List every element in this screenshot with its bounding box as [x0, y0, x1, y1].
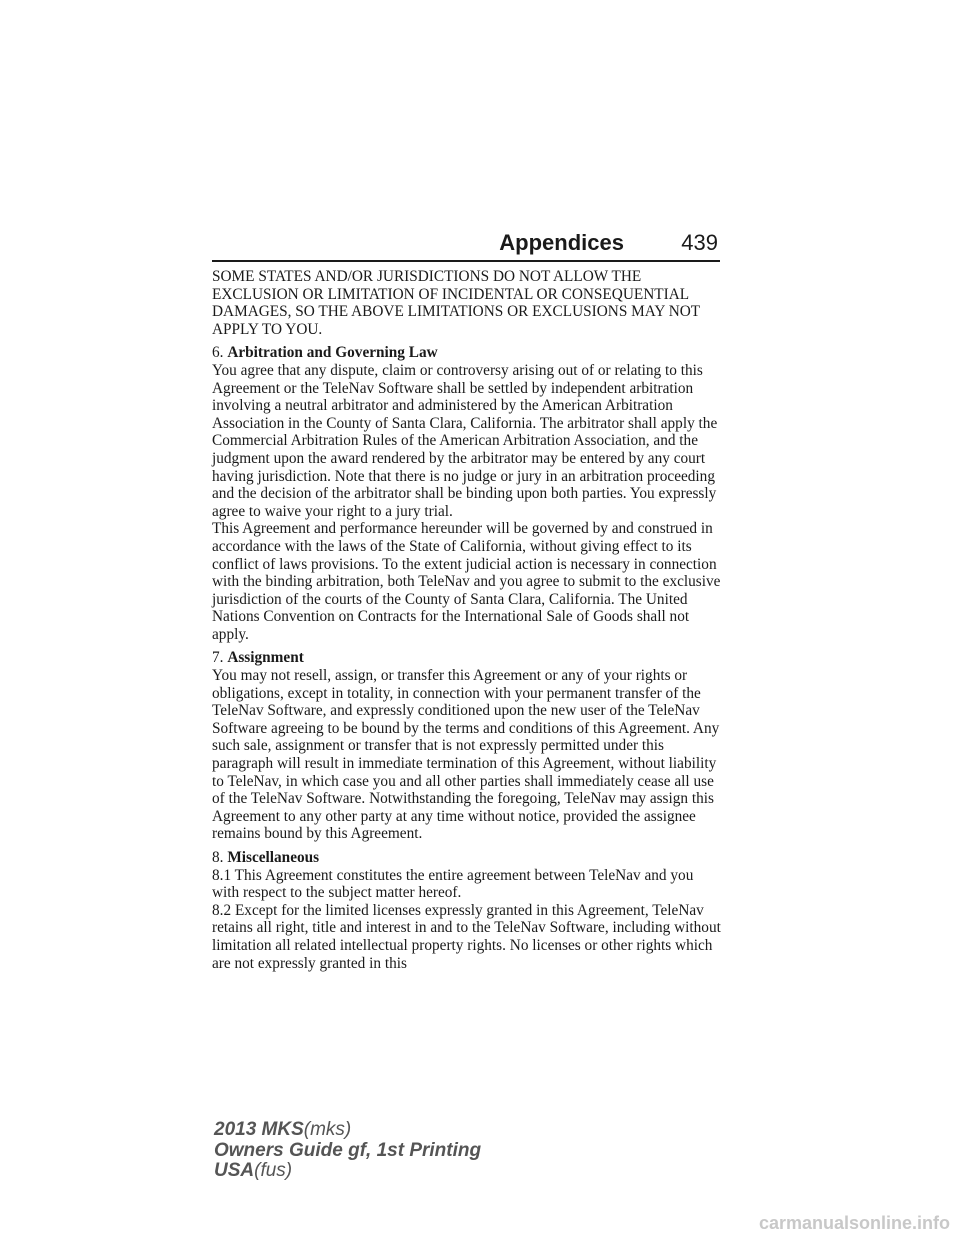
section-7-paragraph: You may not resell, assign, or transfer this Agreement or any of your rights or obligations, except in totality, in connection with your permanent transfer of the TeleNav Software, and expressly conditioned upon the new user of the TeleNav Software agreeing to be bound by the terms and conditions of this Agreement. Any such sale, assignment or transfer that is not expressly permitted under this paragraph will result in immediate termination of this Agreement, without liability to TeleNav, in which case you and all other parties shall immediately cease all use of the TeleNav Software. Notwithstanding the foregoing, TeleNav may assign this Agreement to any other party at any time without notice, provided the assignee remains bound by this Agreement.	[212, 667, 720, 843]
page-header	[212, 226, 720, 262]
section-6-paragraph-1: You agree that any dispute, claim or controversy arising out of or relating to this Agreement or the TeleNav Software shall be settled by independent arbitration involving a neutral arbitrator and administered by the American Arbitration Association in the County of Santa Clara, California. The arbitrator shall apply the Commercial Arbitration Rules of the American Arbitration Association, and the judgment upon the award rendered by the arbitrator may be entered by any court having jurisdiction. Note that there is no judge or jury in an arbitration proceeding and the decision of the arbitrator shall be binding upon both parties. You expressly agree to waive your right to a jury trial.	[212, 361, 718, 520]
page-number: 439	[681, 230, 718, 255]
section-8-heading	[212, 849, 724, 867]
footer-model: 2013 MKS	[214, 1119, 304, 1140]
page-body	[212, 268, 724, 972]
footer-model-code: (mks)	[303, 1119, 352, 1140]
section-8-title: Miscellaneous	[227, 849, 320, 866]
section-6-heading	[212, 344, 724, 362]
page-footer	[214, 1120, 481, 1182]
footer-region: USA	[214, 1160, 255, 1181]
disclaimer-paragraph: SOME STATES AND/OR JURISDICTIONS DO NOT ALLOW THE EXCLUSION OR LIMITATION OF INCIDENTAL OR CONSEQUENTIAL DAMAGES, SO THE ABOVE LIMITATIONS OR EXCLUSIONS MAY NOT APPLY TO YOU.	[212, 268, 700, 338]
footer-model-line	[214, 1120, 481, 1141]
section-6-title: Arbitration and Governing Law	[227, 344, 438, 362]
footer-guide: Owners Guide gf, 1st Printing	[214, 1139, 482, 1161]
footer-region-line	[214, 1161, 481, 1182]
section-8-1-paragraph: 8.1 This Agreement constitutes the entire agreement between TeleNav and you with respect to the subject matter hereof.	[212, 866, 694, 902]
watermark-text: carmanualsonline.info	[758, 1213, 950, 1233]
section-6-paragraph-2: This Agreement and performance hereunder will be governed by and construed in accordance with the laws of the State of California, without giving effect to its conflict of laws provisions. To the extent judicial action is necessary in connection with the binding arbitration, both TeleNav and you agree to submit to the exclusive jurisdiction of the courts of the County of Santa Clara, California. The United Nations Convention on Contracts for the International Sale of Goods shall not apply.	[212, 520, 721, 643]
section-8-2-paragraph: 8.2 Except for the limited licenses expressly granted in this Agreement, TeleNav retains all right, title and interest in and to the TeleNav Software, including without limitation all related intellectual property rights. No licenses or other rights which are not expressly granted in this	[212, 901, 721, 972]
section-title: Appendices	[499, 230, 624, 255]
section-7-title: Assignment	[227, 649, 304, 667]
section-8-number: 8.	[212, 849, 224, 866]
section-6-number: 6.	[212, 344, 224, 362]
section-7-heading	[212, 649, 724, 667]
section-7-number: 7.	[212, 649, 224, 667]
footer-region-code: (fus)	[254, 1160, 293, 1181]
